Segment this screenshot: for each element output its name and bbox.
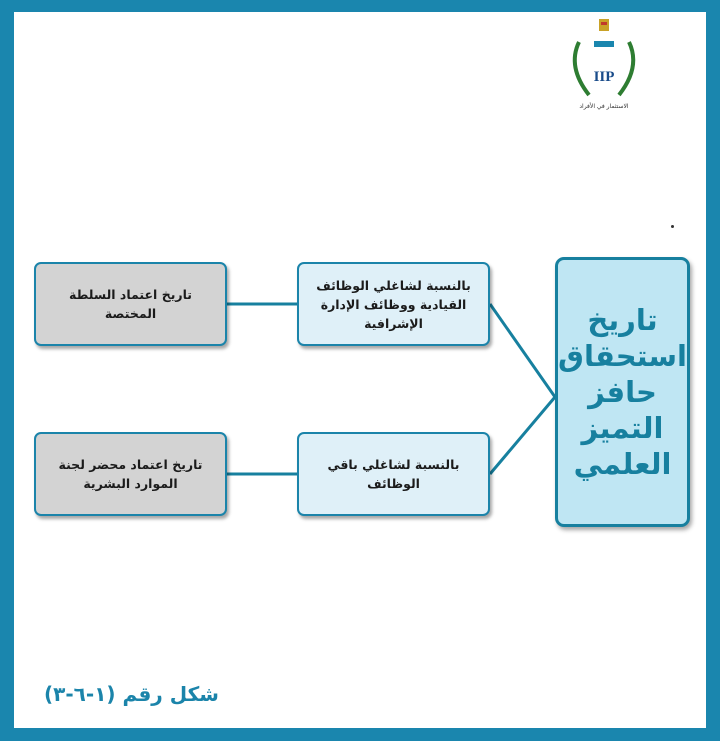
category-text-leadership: بالنسبة لشاغلي الوظائف القيادية ووظائف الإدارة الإشرافية: [316, 277, 471, 331]
category-box-other-jobs: [297, 432, 490, 516]
category-box-leadership: [297, 262, 490, 346]
figure-page: [14, 12, 706, 728]
outcome-text-authority-approval: تاريخ اعتماد السلطة المختصة: [69, 287, 192, 321]
connector-top-right: [490, 304, 555, 397]
outcome-box-authority-approval: [34, 262, 227, 346]
stray-dot: [671, 225, 674, 228]
logo-text: IIP: [593, 69, 615, 85]
main-concept-box: [555, 257, 690, 527]
connector-bottom-right: [490, 397, 555, 474]
category-text-other-jobs: بالنسبة لشاغلي باقي الوظائف: [327, 457, 460, 491]
outcome-text-hr-committee: تاريخ اعتماد محضر لجنة الموارد البشرية: [58, 457, 203, 491]
figure-caption: شكل رقم (١-٦-٣): [44, 682, 219, 706]
main-concept-text: تاريخ استحقاق حافز التميز العلمي: [558, 303, 687, 481]
logo-motto: الاستثمار في الأفراد: [579, 103, 629, 110]
outcome-box-hr-committee: [34, 432, 227, 516]
